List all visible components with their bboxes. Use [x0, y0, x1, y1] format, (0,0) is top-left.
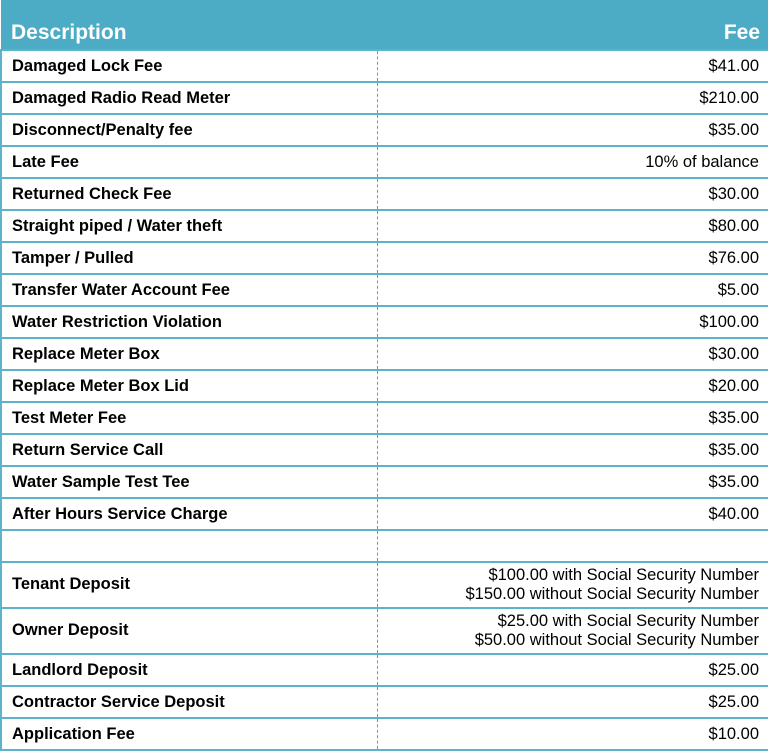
column-header-description: Description — [1, 0, 377, 50]
row-description: Return Service Call — [1, 434, 377, 466]
row-description: Tamper / Pulled — [1, 242, 377, 274]
row-description: Replace Meter Box — [1, 338, 377, 370]
row-fee: $5.00 — [377, 274, 768, 306]
row-description: Water Sample Test Tee — [1, 466, 377, 498]
row-description: Damaged Lock Fee — [1, 50, 377, 82]
row-fee: $40.00 — [377, 498, 768, 530]
header-row — [1, 0, 768, 50]
column-header-fee: Fee — [377, 0, 768, 50]
row-description: Contractor Service Deposit — [1, 686, 377, 718]
table-row — [1, 146, 768, 178]
table-row — [1, 178, 768, 210]
table-row — [1, 274, 768, 306]
table-row — [1, 50, 768, 82]
table-row — [1, 114, 768, 146]
table-row — [1, 562, 768, 608]
row-fee: $20.00 — [377, 370, 768, 402]
row-fee: $35.00 — [377, 114, 768, 146]
table-row — [1, 466, 768, 498]
row-description: After Hours Service Charge — [1, 498, 377, 530]
row-fee: $30.00 — [377, 338, 768, 370]
row-fee: $30.00 — [377, 178, 768, 210]
row-fee: $210.00 — [377, 82, 768, 114]
table-row — [1, 306, 768, 338]
row-fee: $25.00 — [377, 686, 768, 718]
table-row — [1, 434, 768, 466]
row-fee: $41.00 — [377, 50, 768, 82]
row-fee: $35.00 — [377, 466, 768, 498]
row-fee: $35.00 — [377, 402, 768, 434]
row-description: Water Restriction Violation — [1, 306, 377, 338]
row-fee — [377, 608, 768, 654]
row-fee-line-2: $150.00 without Social Security Number — [465, 585, 759, 603]
table-row — [1, 82, 768, 114]
table-body — [1, 50, 768, 750]
row-fee — [377, 530, 768, 562]
row-fee-line-2: $50.00 without Social Security Number — [474, 631, 759, 649]
row-description: Straight piped / Water theft — [1, 210, 377, 242]
row-description: Application Fee — [1, 718, 377, 750]
row-fee: $25.00 — [377, 654, 768, 686]
table-header — [1, 0, 768, 50]
row-description: Damaged Radio Read Meter — [1, 82, 377, 114]
row-description: Tenant Deposit — [1, 562, 377, 608]
table-row — [1, 718, 768, 750]
table-row — [1, 402, 768, 434]
table-row — [1, 338, 768, 370]
row-description: Returned Check Fee — [1, 178, 377, 210]
table-row — [1, 654, 768, 686]
row-description: Late Fee — [1, 146, 377, 178]
row-fee: $80.00 — [377, 210, 768, 242]
table-row — [1, 608, 768, 654]
row-description: Replace Meter Box Lid — [1, 370, 377, 402]
row-description: Disconnect/Penalty fee — [1, 114, 377, 146]
row-fee: $10.00 — [377, 718, 768, 750]
table-row-spacer — [1, 530, 768, 562]
row-description: Owner Deposit — [1, 608, 377, 654]
row-description: Transfer Water Account Fee — [1, 274, 377, 306]
row-description: Test Meter Fee — [1, 402, 377, 434]
row-fee-line-1: $25.00 with Social Security Number — [497, 611, 759, 630]
table-row — [1, 686, 768, 718]
row-fee: $35.00 — [377, 434, 768, 466]
table-row — [1, 370, 768, 402]
row-fee — [377, 562, 768, 608]
table-row — [1, 242, 768, 274]
row-description — [1, 530, 377, 562]
table-row — [1, 498, 768, 530]
row-fee: $76.00 — [377, 242, 768, 274]
table-row — [1, 210, 768, 242]
row-fee-line-1: $100.00 with Social Security Number — [488, 565, 759, 584]
row-fee: 10% of balance — [377, 146, 768, 178]
row-description: Landlord Deposit — [1, 654, 377, 686]
row-fee: $100.00 — [377, 306, 768, 338]
